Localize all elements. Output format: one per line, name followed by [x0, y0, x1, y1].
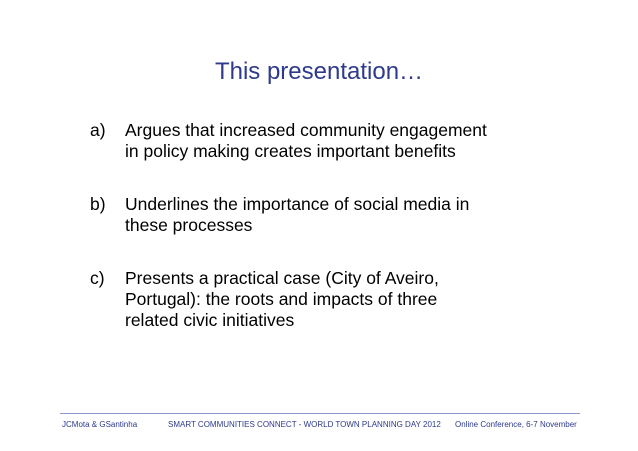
footer-conference: Online Conference, 6-7 November	[455, 420, 577, 429]
bullet-marker: c)	[90, 268, 105, 288]
bullet-marker: b)	[90, 194, 106, 214]
bullet-line: Presents a practical case (City of Aveiro,	[125, 268, 439, 288]
footer-authors: JCMota & GSantinha	[62, 420, 138, 429]
bullet-item-b	[90, 194, 590, 236]
bullet-item-a	[90, 120, 590, 162]
bullet-item-c	[90, 268, 590, 331]
bullet-text	[125, 268, 565, 331]
bullet-line: Underlines the importance of social media in	[125, 194, 470, 214]
bullet-text	[125, 194, 565, 236]
bullet-line: these processes	[125, 215, 253, 235]
bullet-text	[125, 120, 565, 162]
slide-title: This presentation…	[214, 58, 424, 85]
footer-event: SMART COMMUNITIES CONNECT - WORLD TOWN PLANNING DAY 2012	[168, 420, 441, 429]
bullet-line: related civic initiatives	[125, 310, 295, 330]
bullet-line: Argues that increased community engagement	[125, 120, 487, 140]
bullet-line: Portugal): the roots and impacts of three	[125, 289, 438, 309]
bullet-marker: a)	[90, 120, 106, 140]
footer-divider	[60, 413, 580, 414]
bullet-line: in policy making creates important benefits	[125, 141, 456, 161]
